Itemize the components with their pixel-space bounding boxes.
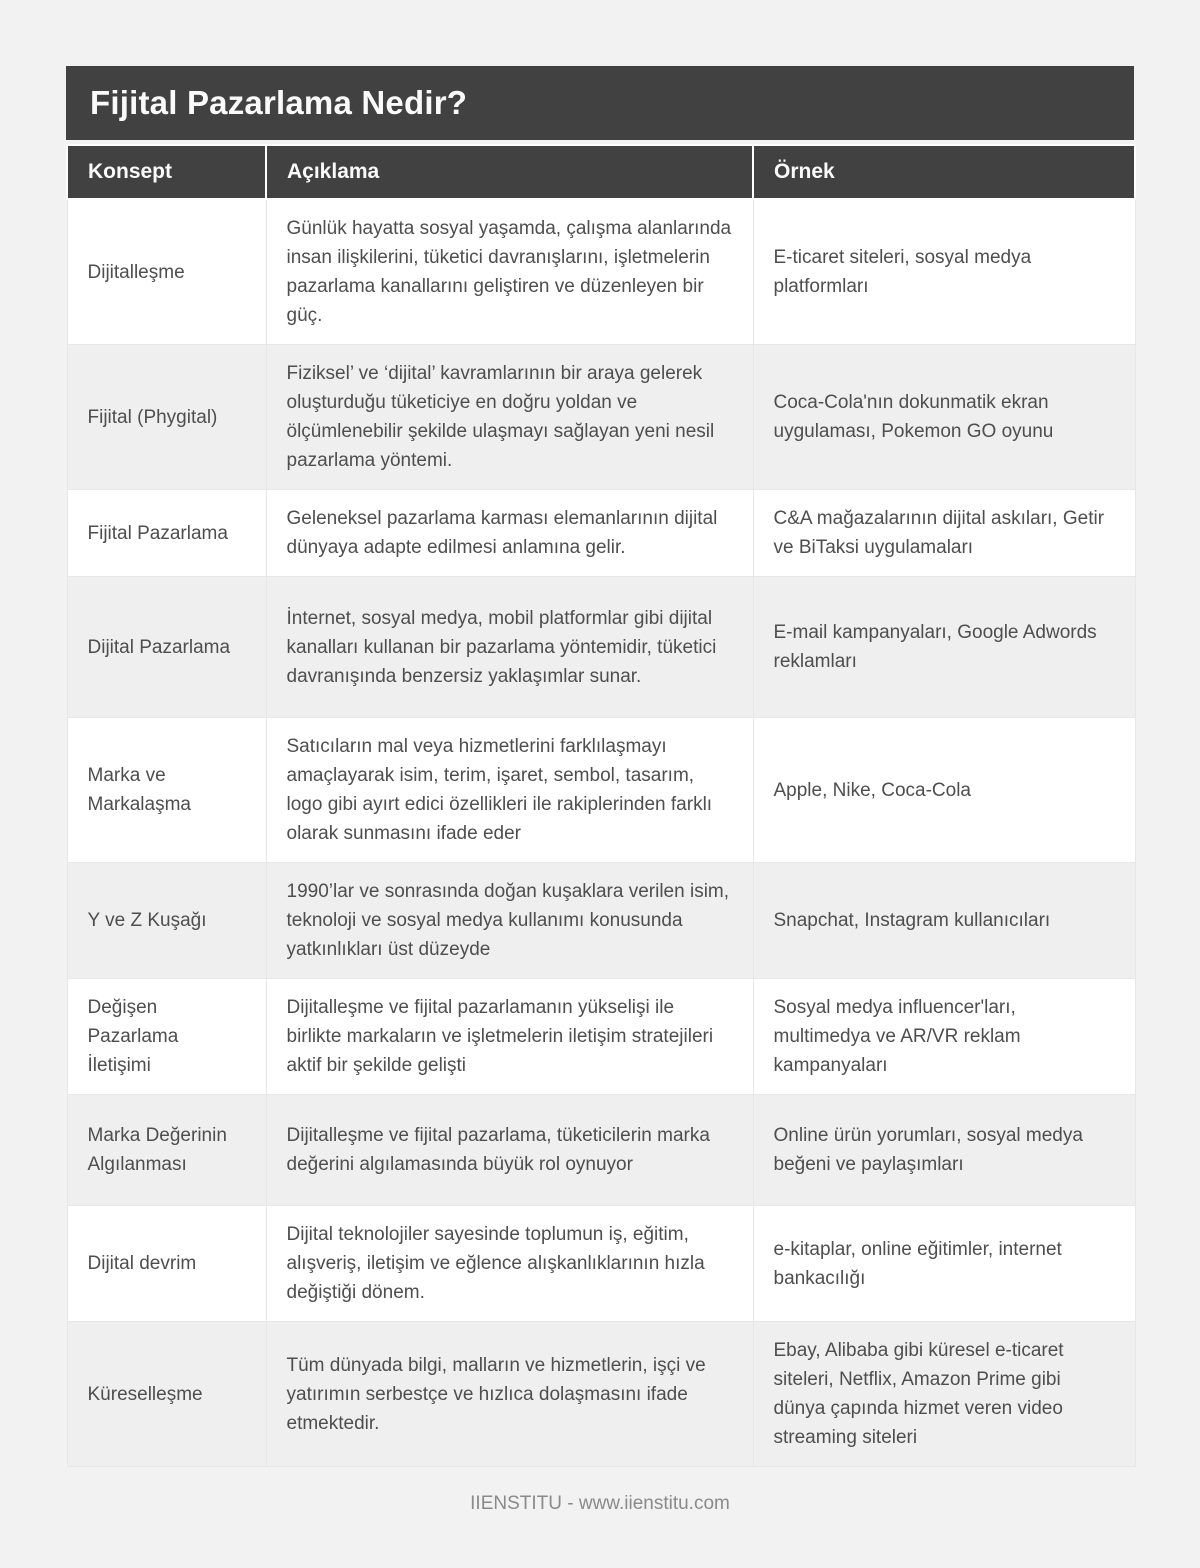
content-panel [66,66,1134,1515]
concept-cell: Değişen Pazarlama İletişimi [67,979,266,1095]
concept-cell: Dijitalleşme [67,199,266,345]
concept-cell: Fijital (Phygital) [67,345,266,490]
description-cell: İnternet, sosyal medya, mobil platformlar gibi dijital kanalları kullanan bir pazarlama yöntemidir, tüketici davranışında benzersiz yaklaşımlar sunar. [266,577,753,718]
concept-cell: Küreselleşme [67,1322,266,1467]
table-row [67,1322,1135,1467]
concept-cell: Dijital devrim [67,1206,266,1322]
description-cell: Tüm dünyada bilgi, malların ve hizmetlerin, işçi ve yatırımın serbestçe ve hızlıca dolaşmasını ifade etmektedir. [266,1322,753,1467]
page-title: Fijital Pazarlama Nedir? [66,66,1134,140]
table-header-row [67,145,1135,199]
column-header-ornek: Örnek [753,145,1135,199]
table-row [67,718,1135,863]
example-cell: Coca-Cola'nın dokunmatik ekran uygulaması, Pokemon GO oyunu [753,345,1135,490]
example-cell: Ebay, Alibaba gibi küresel e-ticaret siteleri, Netflix, Amazon Prime gibi dünya çapında hizmet veren video streaming siteleri [753,1322,1135,1467]
concept-cell: Marka Değerinin Algılanması [67,1095,266,1206]
column-header-konsept: Konsept [67,145,266,199]
description-cell: Dijitalleşme ve fijital pazarlamanın yükselişi ile birlikte markaların ve işletmelerin iletişim stratejileri aktif bir şekilde gelişti [266,979,753,1095]
table-row [67,345,1135,490]
description-cell: Geleneksel pazarlama karması elemanlarının dijital dünyaya adapte edilmesi anlamına gelir. [266,490,753,577]
table-row [67,199,1135,345]
description-cell: Günlük hayatta sosyal yaşamda, çalışma alanlarında insan ilişkilerini, tüketici davranışlarını, işletmelerin pazarlama kanallarını geliştiren ve düzenleyen bir güç. [266,199,753,345]
concept-cell: Marka ve Markalaşma [67,718,266,863]
description-cell: Fiziksel’ ve ‘dijital’ kavramlarının bir araya gelerek oluşturduğu tüketiciye en doğru yoldan ve ölçümlenebilir şekilde ulaşmayı sağlayan yeni nesil pazarlama yöntemi. [266,345,753,490]
example-cell: Snapchat, Instagram kullanıcıları [753,863,1135,979]
example-cell: E-ticaret siteleri, sosyal medya platformları [753,199,1135,345]
column-header-aciklama: Açıklama [266,145,753,199]
description-cell: Dijitalleşme ve fijital pazarlama, tüketicilerin marka değerini algılamasında büyük rol oynuyor [266,1095,753,1206]
concept-cell: Dijital Pazarlama [67,577,266,718]
description-cell: 1990’lar ve sonrasında doğan kuşaklara verilen isim, teknoloji ve sosyal medya kullanımı konusunda yatkınlıkları üst düzeyde [266,863,753,979]
concept-table [66,144,1136,1467]
footer-credit: IIENSTITU - www.iienstitu.com [470,1493,730,1514]
example-cell: C&A mağazalarının dijital askıları, Getir ve BiTaksi uygulamaları [753,490,1135,577]
example-cell: e-kitaplar, online eğitimler, internet bankacılığı [753,1206,1135,1322]
example-cell: Sosyal medya influencer'ları, multimedya ve AR/VR reklam kampanyaları [753,979,1135,1095]
table-row [67,1095,1135,1206]
table-row [67,577,1135,718]
example-cell: E-mail kampanyaları, Google Adwords reklamları [753,577,1135,718]
description-cell: Dijital teknolojiler sayesinde toplumun iş, eğitim, alışveriş, iletişim ve eğlence alışkanlıklarının hızla değiştiği dönem. [266,1206,753,1322]
table-row [67,863,1135,979]
example-cell: Online ürün yorumları, sosyal medya beğeni ve paylaşımları [753,1095,1135,1206]
concept-cell: Y ve Z Kuşağı [67,863,266,979]
table-row [67,979,1135,1095]
table-row [67,1206,1135,1322]
example-cell: Apple, Nike, Coca-Cola [753,718,1135,863]
description-cell: Satıcıların mal veya hizmetlerini farklılaşmayı amaçlayarak isim, terim, işaret, sembol, tasarım, logo gibi ayırt edici özellikleri ile rakiplerinden farklı olarak sunmasını ifade eder [266,718,753,863]
table-row [67,490,1135,577]
concept-cell: Fijital Pazarlama [67,490,266,577]
